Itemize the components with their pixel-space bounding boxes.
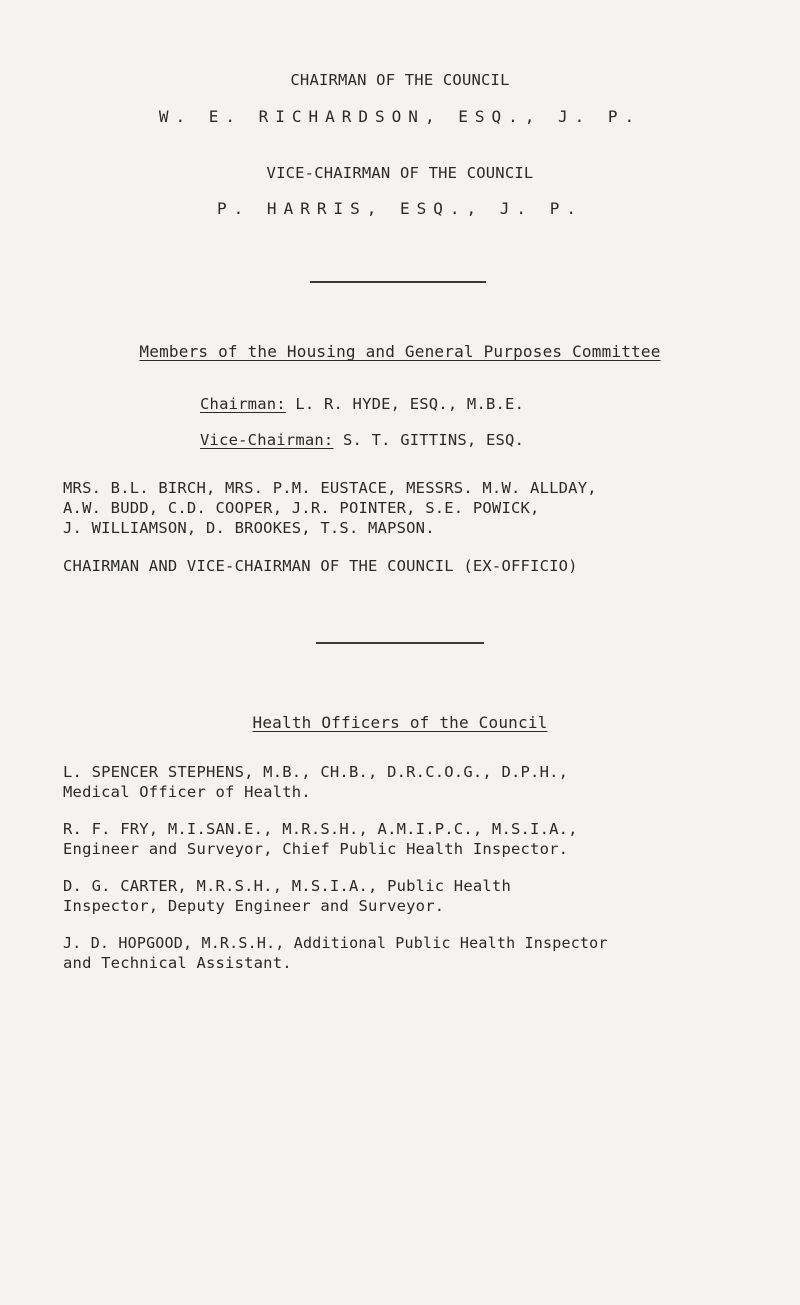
committee-chairman-line: [200, 394, 524, 414]
committee-vice-chairman-line: [200, 430, 524, 450]
officer-line: and Technical Assistant.: [63, 954, 292, 972]
officer-line: R. F. FRY, M.I.SAN.E., M.R.S.H., A.M.I.P.C., M.S.I.A.,: [63, 820, 578, 838]
officer-line: J. D. HOPGOOD, M.R.S.H., Additional Public Health Inspector: [63, 934, 608, 952]
vice-chairman-name: P. HARRIS, ESQ., J. P.: [217, 199, 583, 218]
chairman-label: Chairman:: [200, 395, 286, 413]
health-officers-title: Health Officers of the Council: [252, 713, 548, 732]
members-line: J. WILLIAMSON, D. BROOKES, T.S. MAPSON.: [63, 519, 435, 537]
vice-chairman-value: S. T. GITTINS, ESQ.: [343, 431, 525, 449]
members-line: MRS. B.L. BIRCH, MRS. P.M. EUSTACE, MESSRS. M.W. ALLDAY,: [63, 479, 597, 497]
chairman-value: L. R. HYDE, ESQ., M.B.E.: [295, 395, 525, 413]
members-line: A.W. BUDD, C.D. COOPER, J.R. POINTER, S.E. POWICK,: [63, 499, 540, 517]
divider-rule: [310, 281, 486, 283]
officer-line: Inspector, Deputy Engineer and Surveyor.: [63, 897, 445, 915]
officer-line: L. SPENCER STEPHENS, M.B., CH.B., D.R.C.O.G., D.P.H.,: [63, 763, 569, 781]
ex-officio-line: CHAIRMAN AND VICE-CHAIRMAN OF THE COUNCIL (EX-OFFICIO): [63, 557, 578, 575]
chairman-name: W. E. RICHARDSON, ESQ., J. P.: [158, 107, 642, 126]
vice-chairman-label: Vice-Chairman:: [200, 431, 334, 449]
housing-committee-title: Members of the Housing and General Purposes Committee: [139, 342, 661, 361]
officer-line: D. G. CARTER, M.R.S.H., M.S.I.A., Public Health: [63, 877, 511, 895]
officer-line: Medical Officer of Health.: [63, 783, 311, 801]
chairman-heading: CHAIRMAN OF THE COUNCIL: [290, 71, 510, 89]
divider-rule: [316, 642, 484, 644]
officer-line: Engineer and Surveyor, Chief Public Health Inspector.: [63, 840, 569, 858]
vice-chairman-heading: VICE-CHAIRMAN OF THE COUNCIL: [266, 164, 534, 182]
